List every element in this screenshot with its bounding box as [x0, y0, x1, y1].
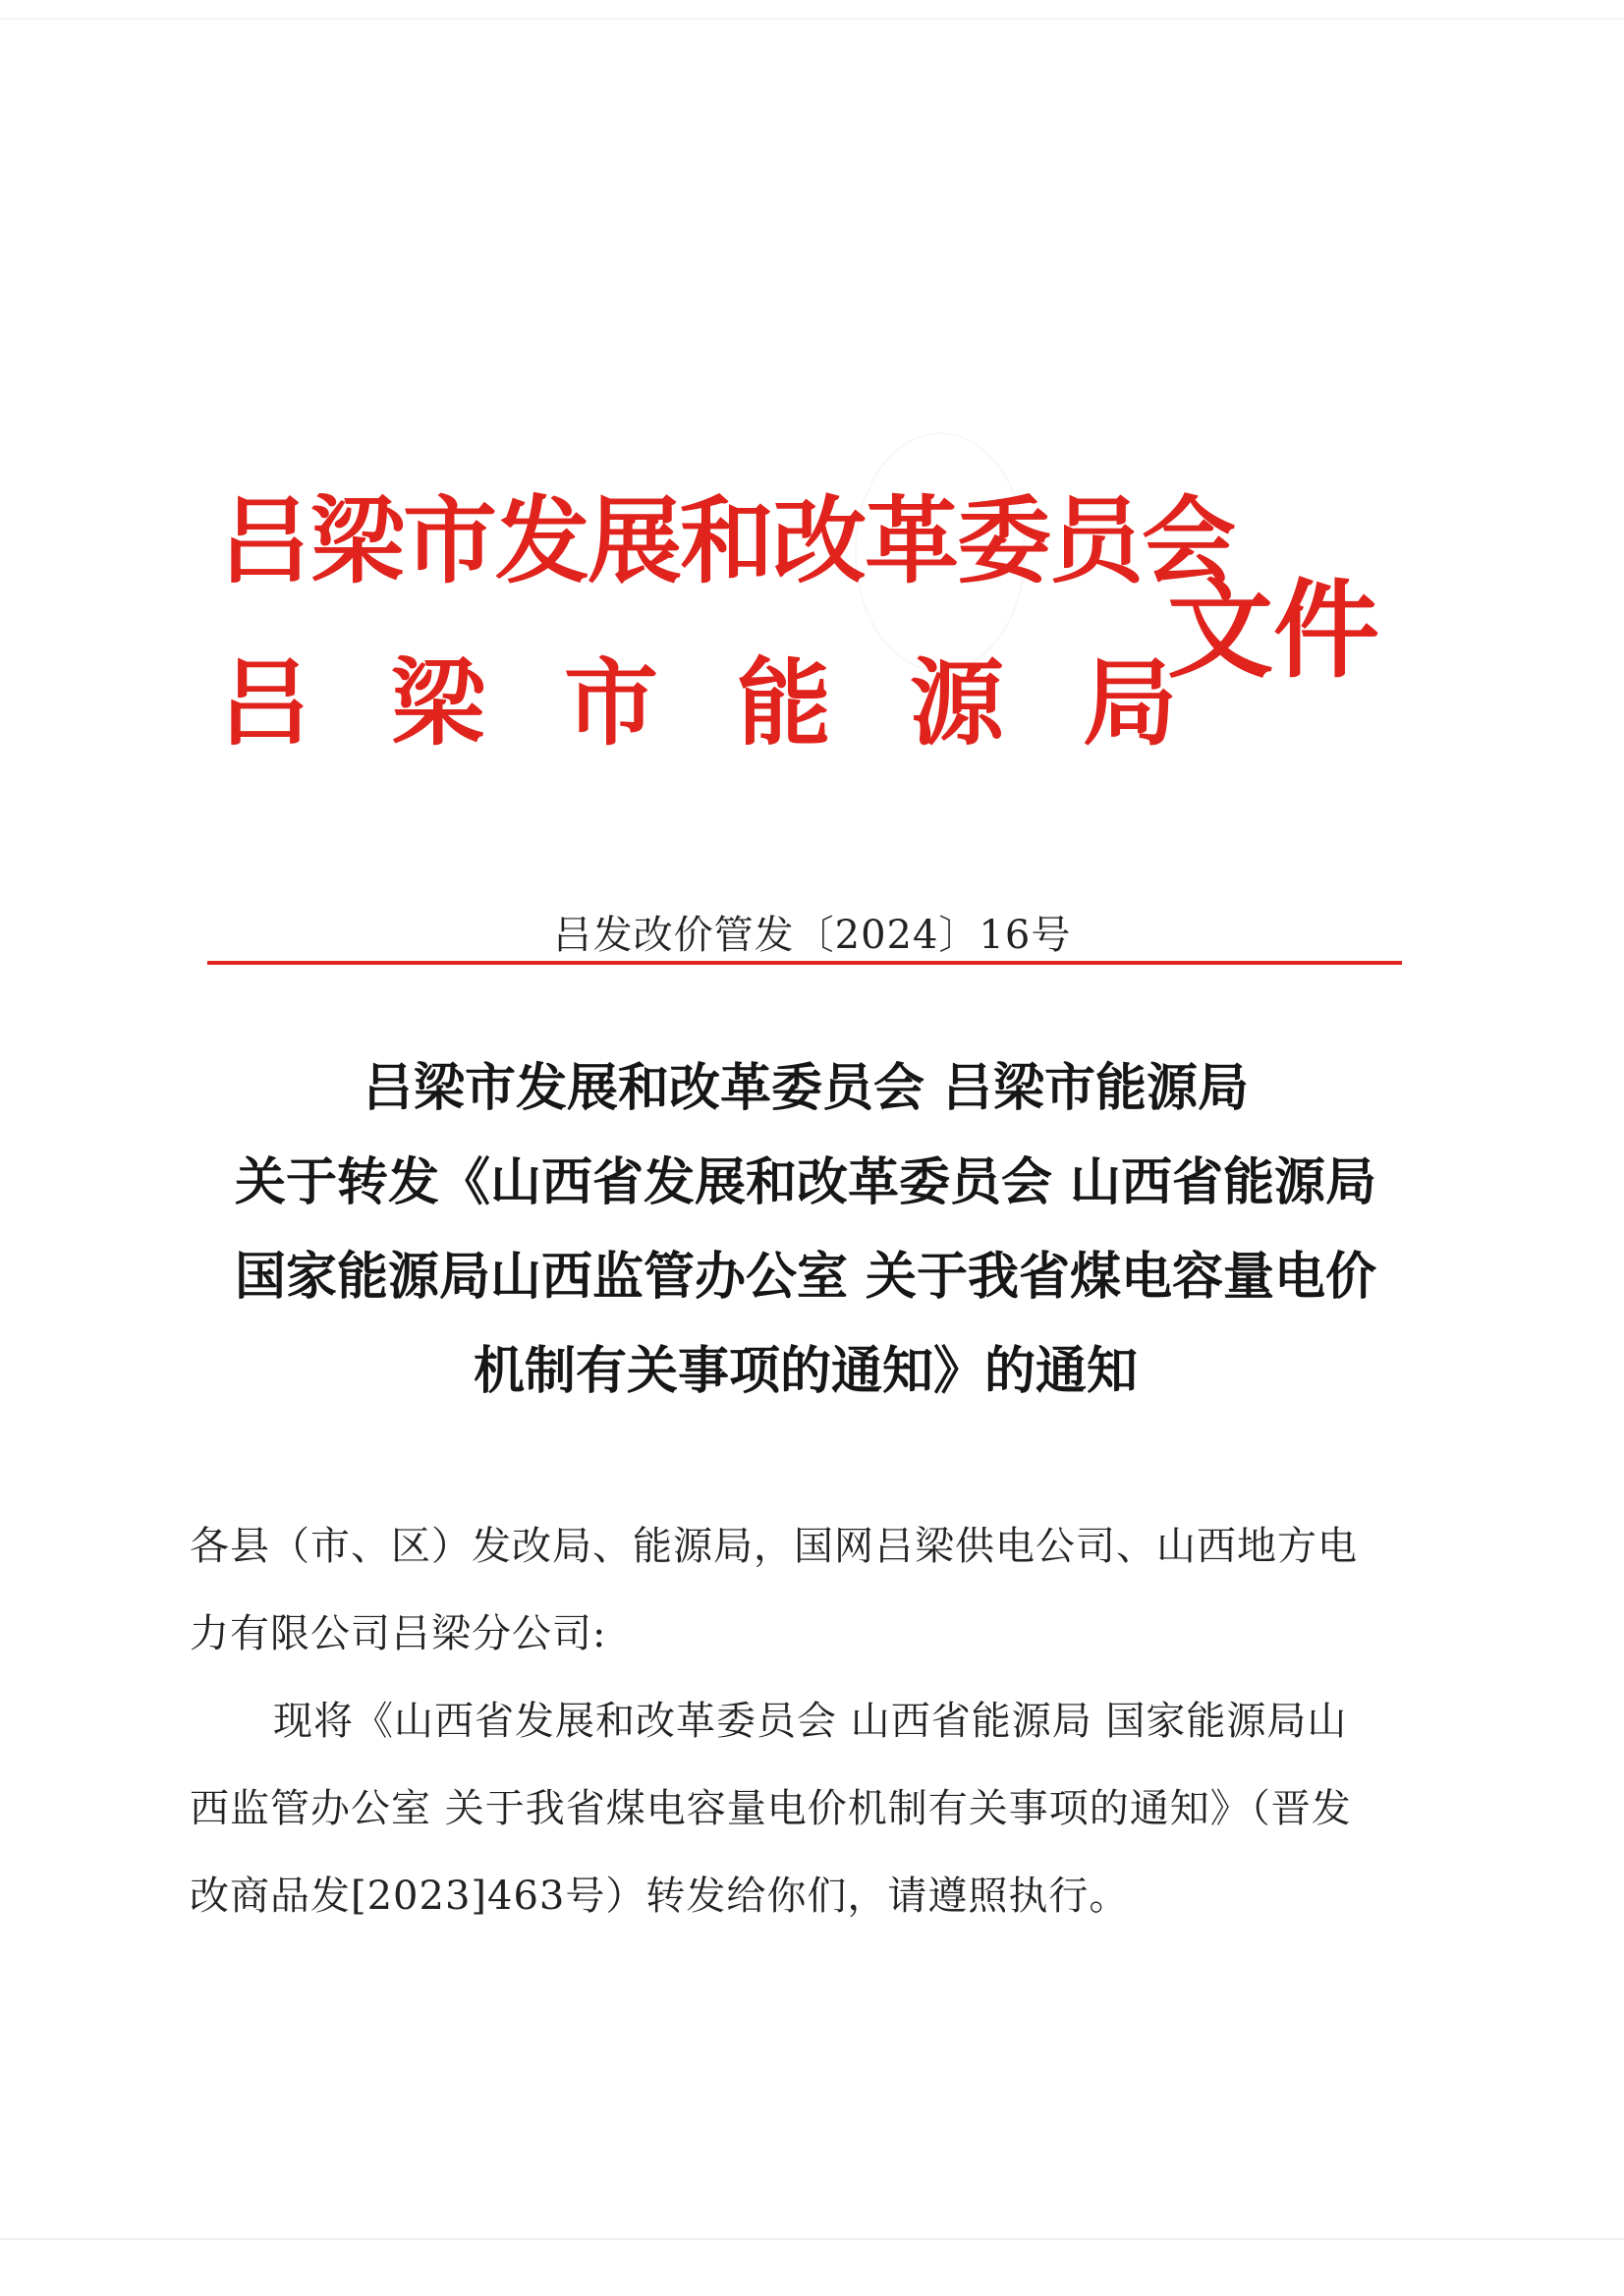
masthead-org-line-1: 吕梁市发展和改革委员会	[218, 485, 1234, 596]
red-masthead	[218, 467, 1427, 758]
paragraph-line-2: 西监管办公室 关于我省煤电容量电价机制有关事项的通知》（晋发	[190, 1786, 1352, 1831]
salutation-line-2: 力有限公司吕梁分公司:	[190, 1611, 607, 1656]
title-line-3: 国家能源局山西监管办公室 关于我省煤电容量电价	[234, 1247, 1377, 1307]
salutation-line-1: 各县（市、区）发改局、能源局，国网吕梁供电公司、山西地方电	[190, 1524, 1358, 1569]
paragraph-line-3: 改商品发[2023]463号）转发给你们，请遵照执行。	[190, 1874, 1130, 1919]
scan-edge-top	[0, 18, 1624, 20]
masthead-org-line-2: 吕梁市能源局	[218, 647, 1256, 758]
document-title	[177, 1041, 1434, 1419]
red-divider-line	[207, 961, 1402, 965]
scan-edge-bottom	[0, 2238, 1624, 2240]
title-line-4: 机制有关事项的通知》的通知	[473, 1341, 1138, 1401]
masthead-doc-type: 文件	[1167, 569, 1380, 693]
document-number: 吕发改价管发〔2024〕16号	[552, 913, 1072, 958]
document-body	[190, 1503, 1408, 1940]
title-line-1: 吕梁市发展和改革委员会 吕梁市能源局	[362, 1058, 1250, 1118]
title-line-2: 关于转发《山西省发展和改革委员会 山西省能源局	[234, 1152, 1377, 1212]
paragraph-line-1: 现将《山西省发展和改革委员会 山西省能源局 国家能源局山	[273, 1699, 1348, 1744]
